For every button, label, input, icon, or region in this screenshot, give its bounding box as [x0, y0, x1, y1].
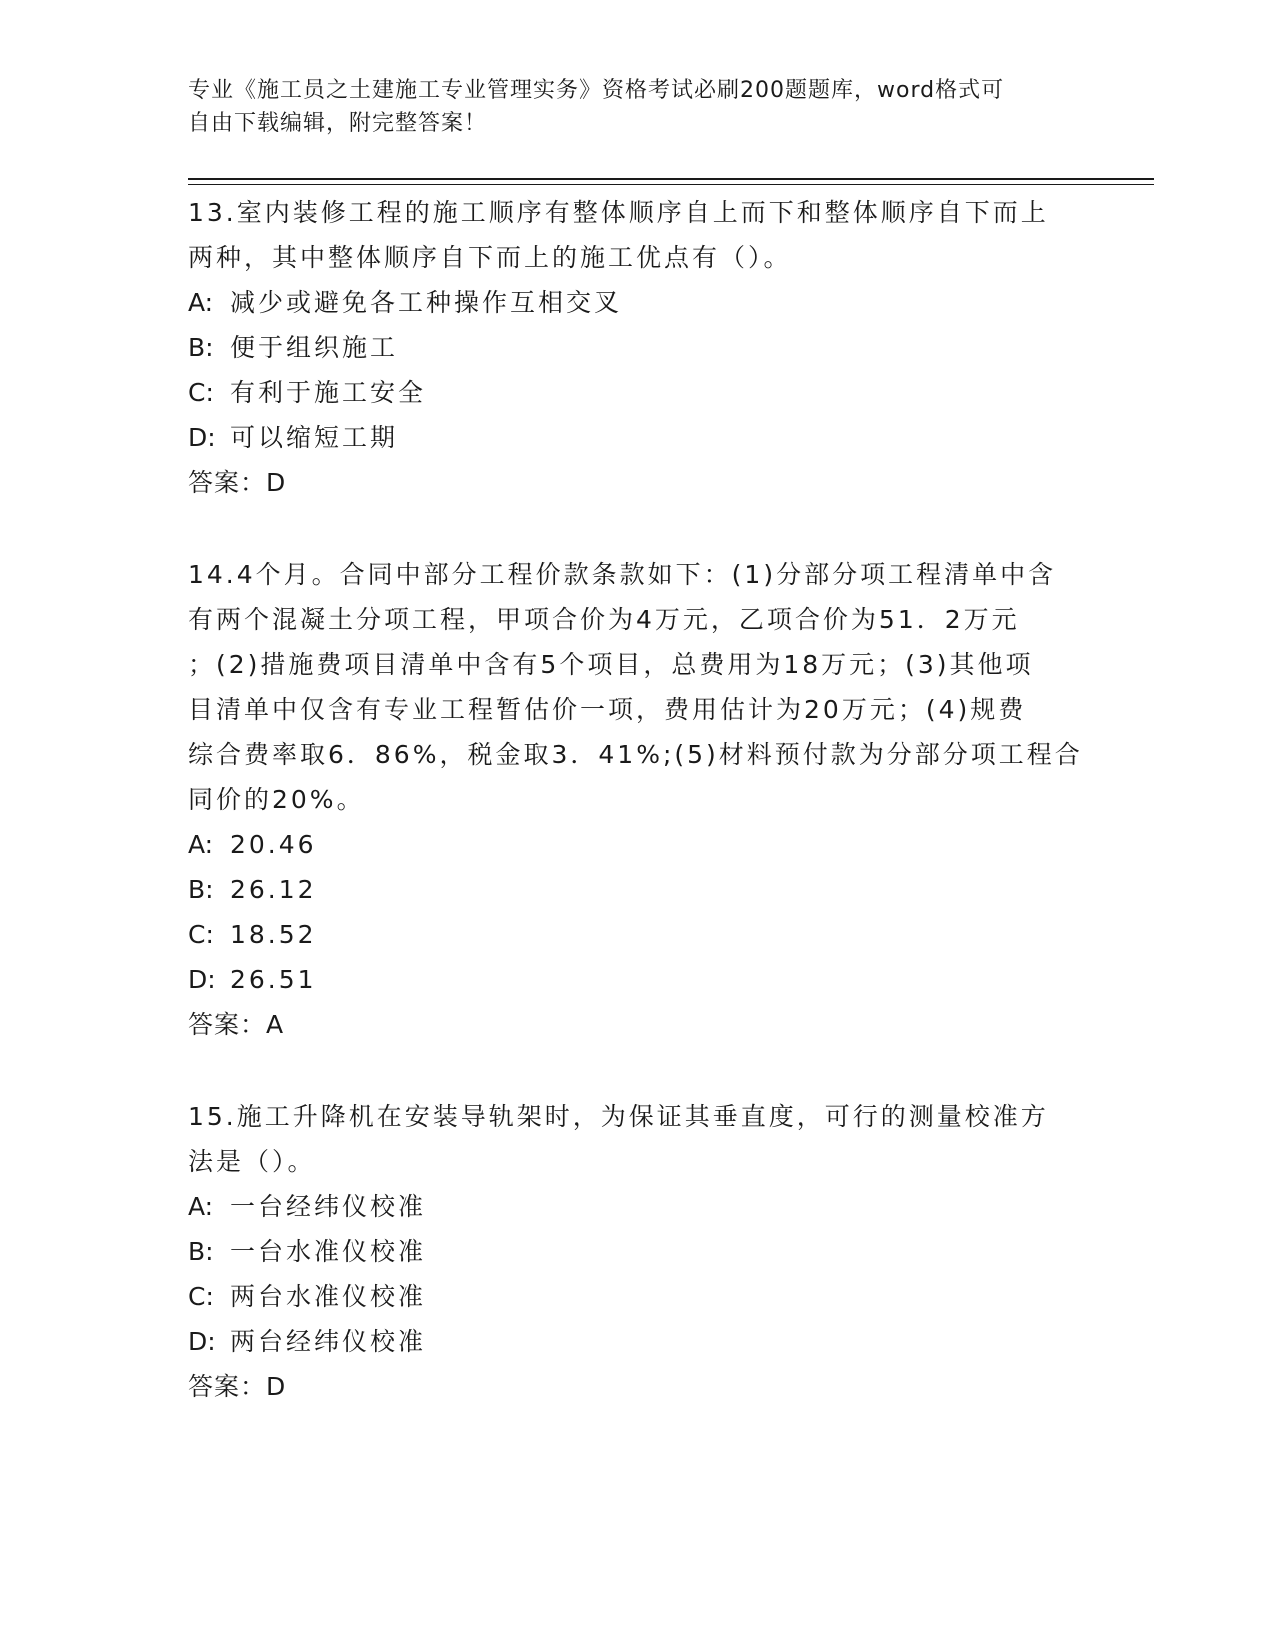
- header-divider-thick: [188, 178, 1154, 180]
- option-text: 可以缩短工期: [230, 423, 399, 452]
- document-header: [188, 74, 1088, 140]
- option-d: [188, 1319, 1088, 1364]
- option-text: 一台经纬仪校准: [230, 1192, 427, 1221]
- option-c: [188, 912, 1088, 957]
- option-b: [188, 867, 1088, 912]
- question-15: [188, 1094, 1088, 1409]
- option-text: 一台水准仪校准: [230, 1237, 427, 1266]
- option-b: [188, 325, 1088, 370]
- question-stem-line: 综合费率取6．86%，税金取3．41%;(5)材料预付款为分部分项工程合: [188, 740, 1083, 769]
- option-d: [188, 957, 1088, 1002]
- question-stem-line: 目清单中仅含有专业工程暂估价一项，费用估计为20万元；(4)规费: [188, 695, 1027, 724]
- question-stem-line: ；(2)措施费项目清单中含有5个项目，总费用为18万元；(3)其他项: [188, 650, 1034, 679]
- option-letter: C:: [188, 378, 214, 407]
- option-text: 20.46: [230, 830, 317, 859]
- option-text: 两台水准仪校准: [230, 1282, 427, 1311]
- option-letter: B:: [188, 333, 214, 362]
- question-stem-line: 14.4个月。合同中部分工程价款条款如下：(1)分部分项工程清单中含: [188, 560, 1057, 589]
- option-text: 有利于施工安全: [230, 378, 427, 407]
- option-text: 便于组织施工: [230, 333, 399, 362]
- option-a: [188, 1184, 1088, 1229]
- option-a: [188, 822, 1088, 867]
- option-letter: C:: [188, 920, 214, 949]
- option-letter: A:: [188, 830, 214, 859]
- option-letter: D:: [188, 423, 216, 452]
- question-stem-line: 15.施工升降机在安装导轨架时，为保证其垂直度，可行的测量校准方: [188, 1102, 1049, 1131]
- answer-line: 答案：D: [188, 1372, 287, 1401]
- option-text: 26.12: [230, 875, 317, 904]
- question-stem-line: 法是（）。: [188, 1147, 316, 1176]
- option-letter: A:: [188, 1192, 214, 1221]
- option-d: [188, 415, 1088, 460]
- option-text: 18.52: [230, 920, 317, 949]
- header-divider-thin: [188, 184, 1154, 185]
- option-b: [188, 1229, 1088, 1274]
- option-text: 26.51: [230, 965, 317, 994]
- option-letter: B:: [188, 1237, 214, 1266]
- option-letter: D:: [188, 1327, 216, 1356]
- question-13: [188, 190, 1088, 505]
- question-14: [188, 552, 1088, 1047]
- answer-line: 答案：D: [188, 468, 287, 497]
- question-stem-line: 13.室内装修工程的施工顺序有整体顺序自上而下和整体顺序自下而上: [188, 198, 1049, 227]
- option-text: 两台经纬仪校准: [230, 1327, 427, 1356]
- option-text: 减少或避免各工种操作互相交叉: [230, 288, 623, 317]
- question-stem-line: 同价的20%。: [188, 785, 365, 814]
- header-line-2: 自由下载编辑，附完整答案！: [188, 111, 488, 136]
- question-stem-line: 两种，其中整体顺序自下而上的施工优点有（）。: [188, 243, 792, 272]
- option-a: [188, 280, 1088, 325]
- option-letter: A:: [188, 288, 214, 317]
- question-list: [188, 190, 1088, 1456]
- option-c: [188, 1274, 1088, 1319]
- option-letter: D:: [188, 965, 216, 994]
- option-letter: C:: [188, 1282, 214, 1311]
- question-stem-line: 有两个混凝土分项工程，甲项合价为4万元，乙项合价为51．2万元: [188, 605, 1020, 634]
- option-letter: B:: [188, 875, 214, 904]
- option-c: [188, 370, 1088, 415]
- header-line-1: 专业《施工员之土建施工专业管理实务》资格考试必刷200题题库，word格式可: [188, 78, 1005, 103]
- answer-line: 答案：A: [188, 1010, 285, 1039]
